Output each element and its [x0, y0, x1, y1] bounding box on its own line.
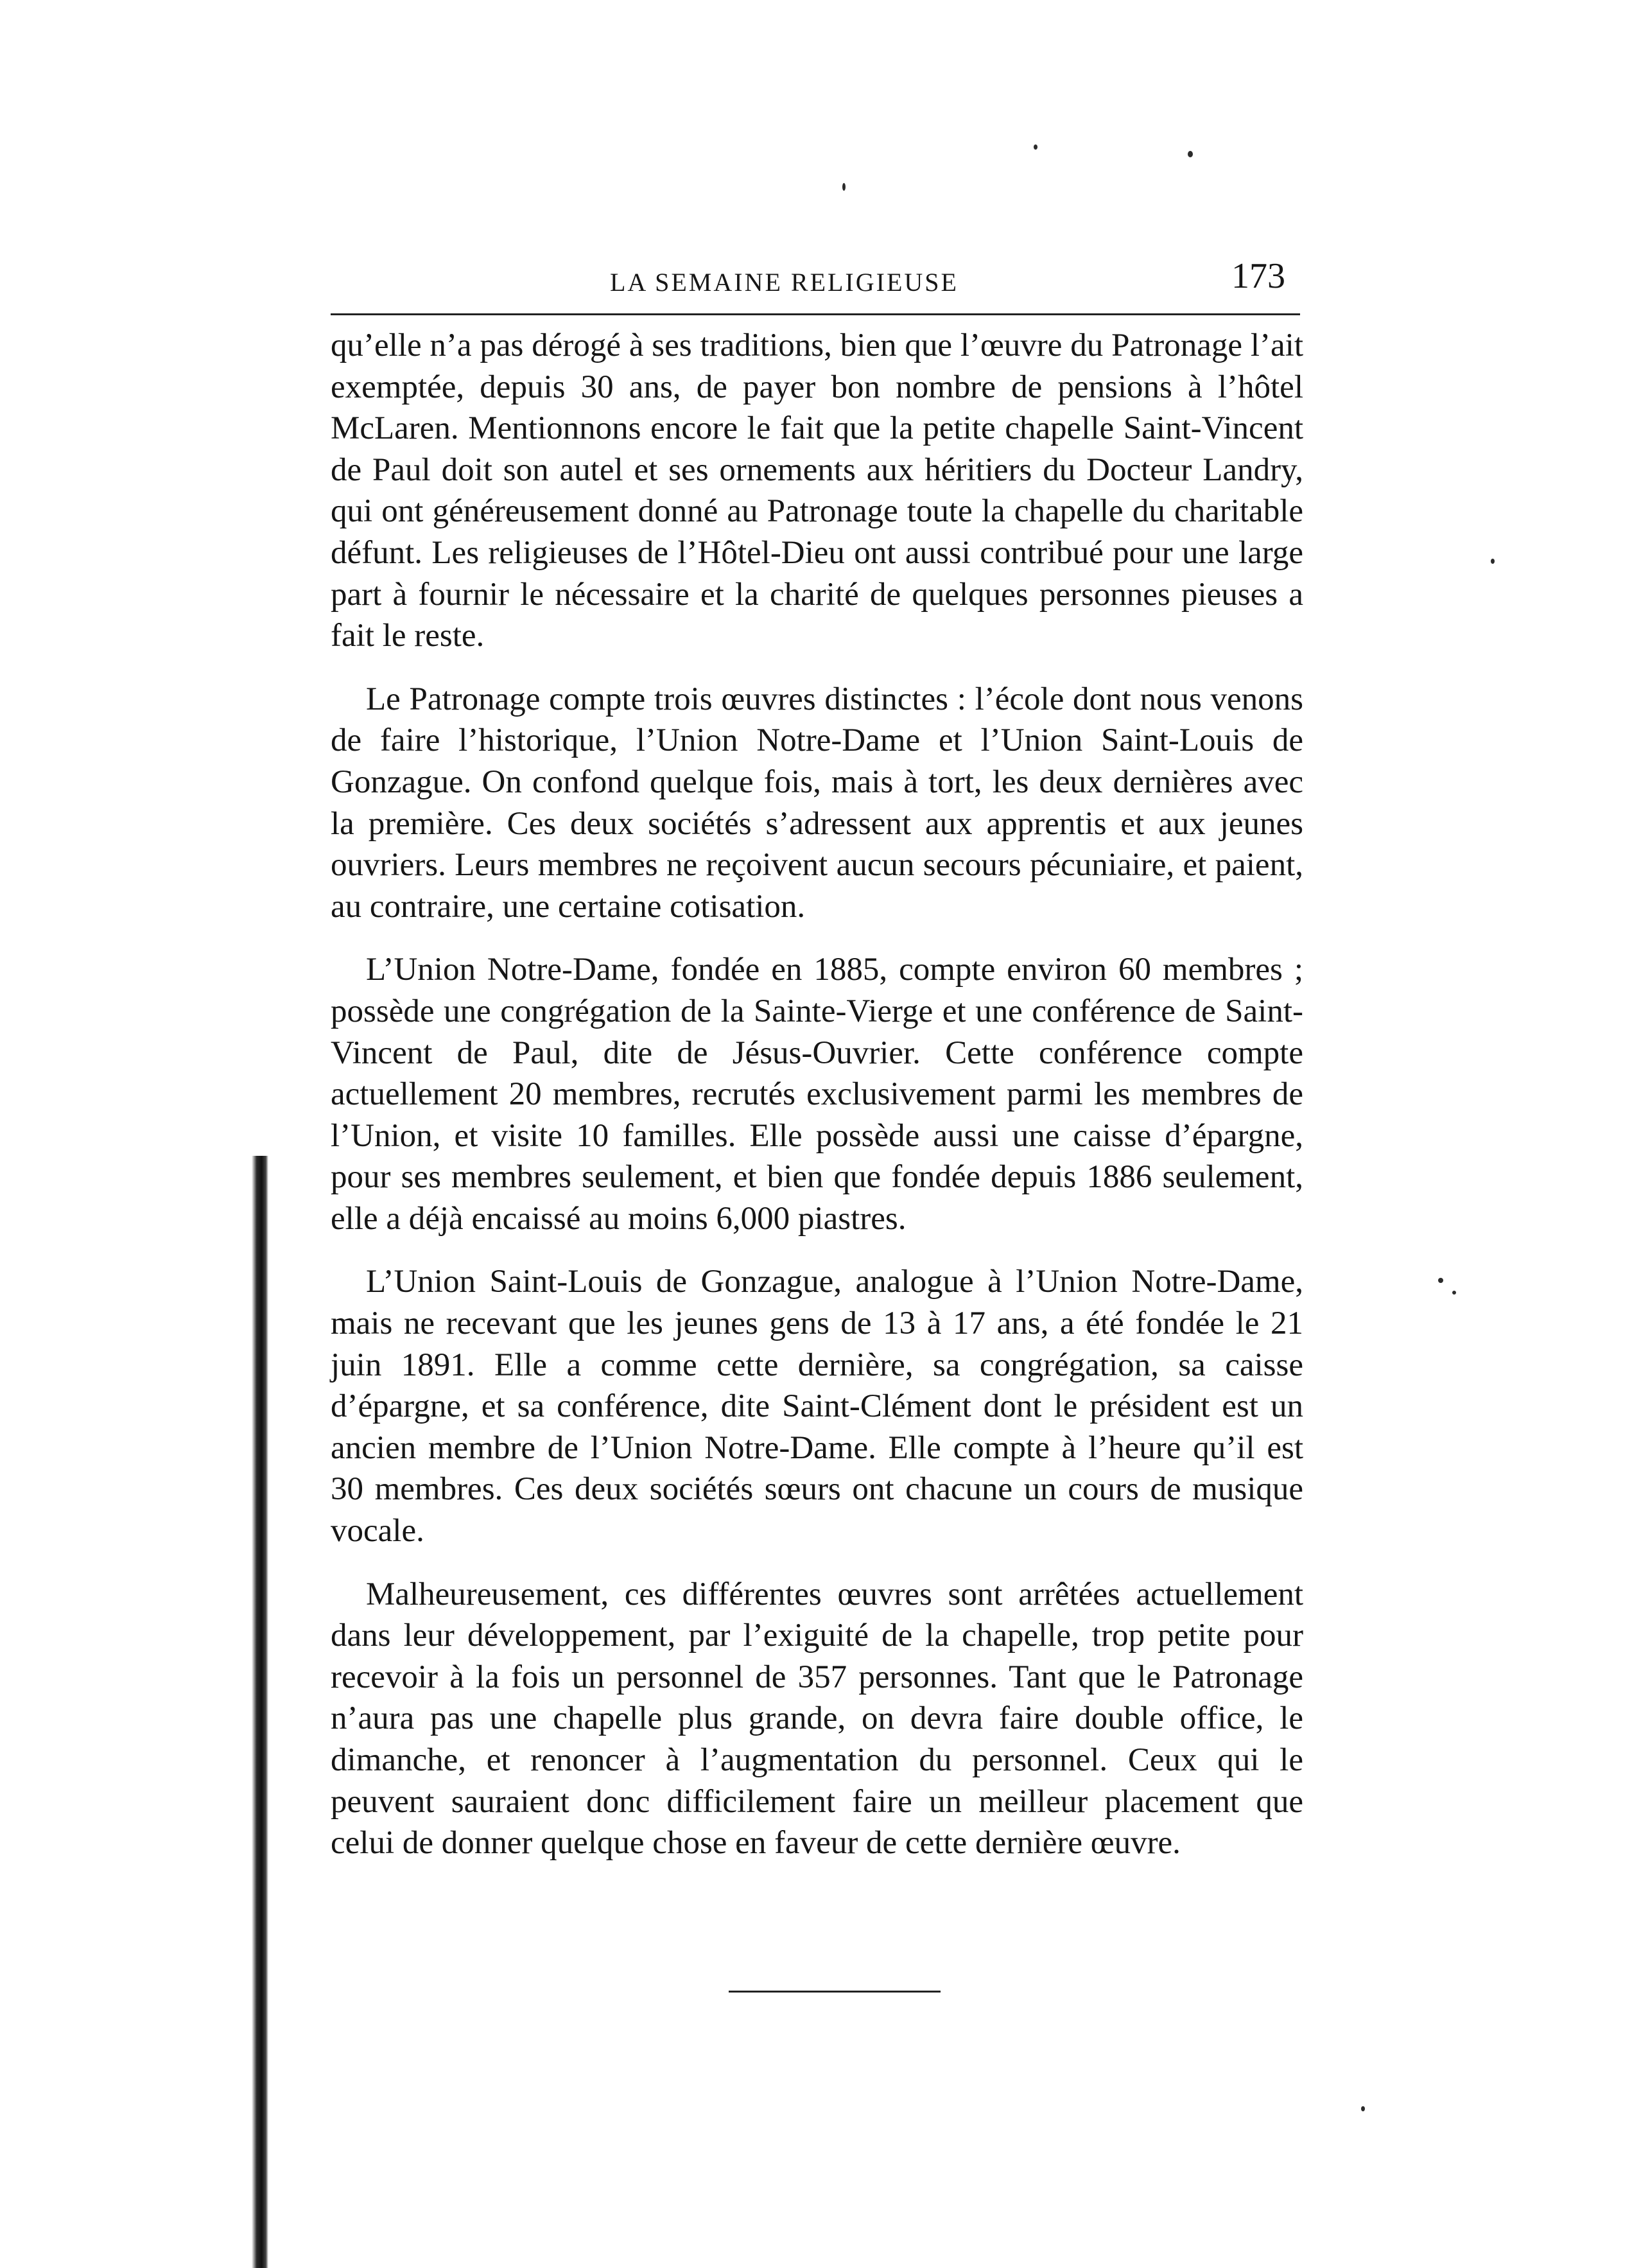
paragraph: Malheureusement, ces différentes œuvres sont arrêtées actuellement dans leur développement, par l’exiguité de la chapelle, trop petite pour recevoir à la fois un personnel de 357 personnes. Tant que le Patronage n’aura pas une chapelle plus grande, on devra faire double office, le dimanche, et renoncer à l’augmentation du personnel. Ceux qui le peuvent sauraient donc difficilement faire un meilleur placement que celui de donner quelque chose en faveur de cette dernière œuvre.: [331, 1576, 1303, 1862]
paragraph: L’Union Saint-Louis de Gonzague, analogue à l’Union Notre-Dame, mais ne recevant que les jeunes gens de 13 à 17 ans, a été fondée le 21 juin 1891. Elle a comme cette dernière, sa congrégation, sa caisse d’épargne, et sa conférence, dite Saint-Clément dont le président est un ancien membre de l’Union Notre-Dame. Elle compte à l’heure qu’il est 30 membres. Ces deux sociétés sœurs ont chacune un cours de musique vocale.: [331, 1264, 1303, 1549]
print-speck: [1452, 1291, 1456, 1295]
print-speck: [1361, 2106, 1365, 2111]
article-body: [331, 325, 1303, 1886]
print-speck: [842, 183, 846, 191]
print-speck: [1438, 1278, 1443, 1283]
print-speck: [1188, 151, 1193, 157]
page-number: 173: [1231, 256, 1285, 296]
paragraph: Le Patronage compte trois œuvres distinctes : l’école dont nous venons de faire l’historique, l’Union Notre-Dame et l’Union Saint-Louis de Gonzague. On confond quelque fois, mais à tort, les deux dernières avec la première. Ces deux sociétés s’adressent aux apprentis et aux jeunes ouvriers. Leurs membres ne reçoivent aucun secours pécuniaire, et paient, au contraire, une certaine cotisation.: [331, 681, 1303, 925]
paragraph: L’Union Notre-Dame, fondée en 1885, compte environ 60 membres ; possède une congrégation de la Sainte-Vierge et une conférence de Saint-Vincent de Paul, dite de Jésus-Ouvrier. Cette conférence compte actuellement 20 membres, recrutés exclusivement parmi les membres de l’Union, et visite 10 familles. Elle possède aussi une caisse d’épargne, pour ses membres seulement, et bien que fondée depuis 1886 seulement, elle a déjà encaissé au moins 6,000 piastres.: [331, 952, 1303, 1237]
running-title: LA SEMAINE RELIGIEUSE: [610, 268, 959, 297]
paragraph: qu’elle n’a pas dérogé à ses traditions, bien que l’œuvre du Patronage l’ait exemptée, depuis 30 ans, de payer bon nombre de pensions à l’hôtel McLaren. Mentionnons encore le fait que la petite chapelle Saint-Vincent de Paul doit son autel et ses ornements aux héritiers du Docteur Landry, qui ont généreusement donné au Patronage toute la chapelle du charitable défunt. Les religieuses de l’Hôtel-Dieu ont aussi contribué pour une large part à fournir le nécessaire et la charité de quelques personnes pieuses a fait le reste.: [331, 327, 1303, 654]
section-end-rule: [729, 1991, 941, 1993]
header-rule: [331, 313, 1300, 315]
running-header: [327, 249, 1303, 301]
print-speck: [1491, 559, 1495, 564]
print-speck: [1034, 144, 1037, 150]
binding-shadow: [252, 1156, 268, 2268]
